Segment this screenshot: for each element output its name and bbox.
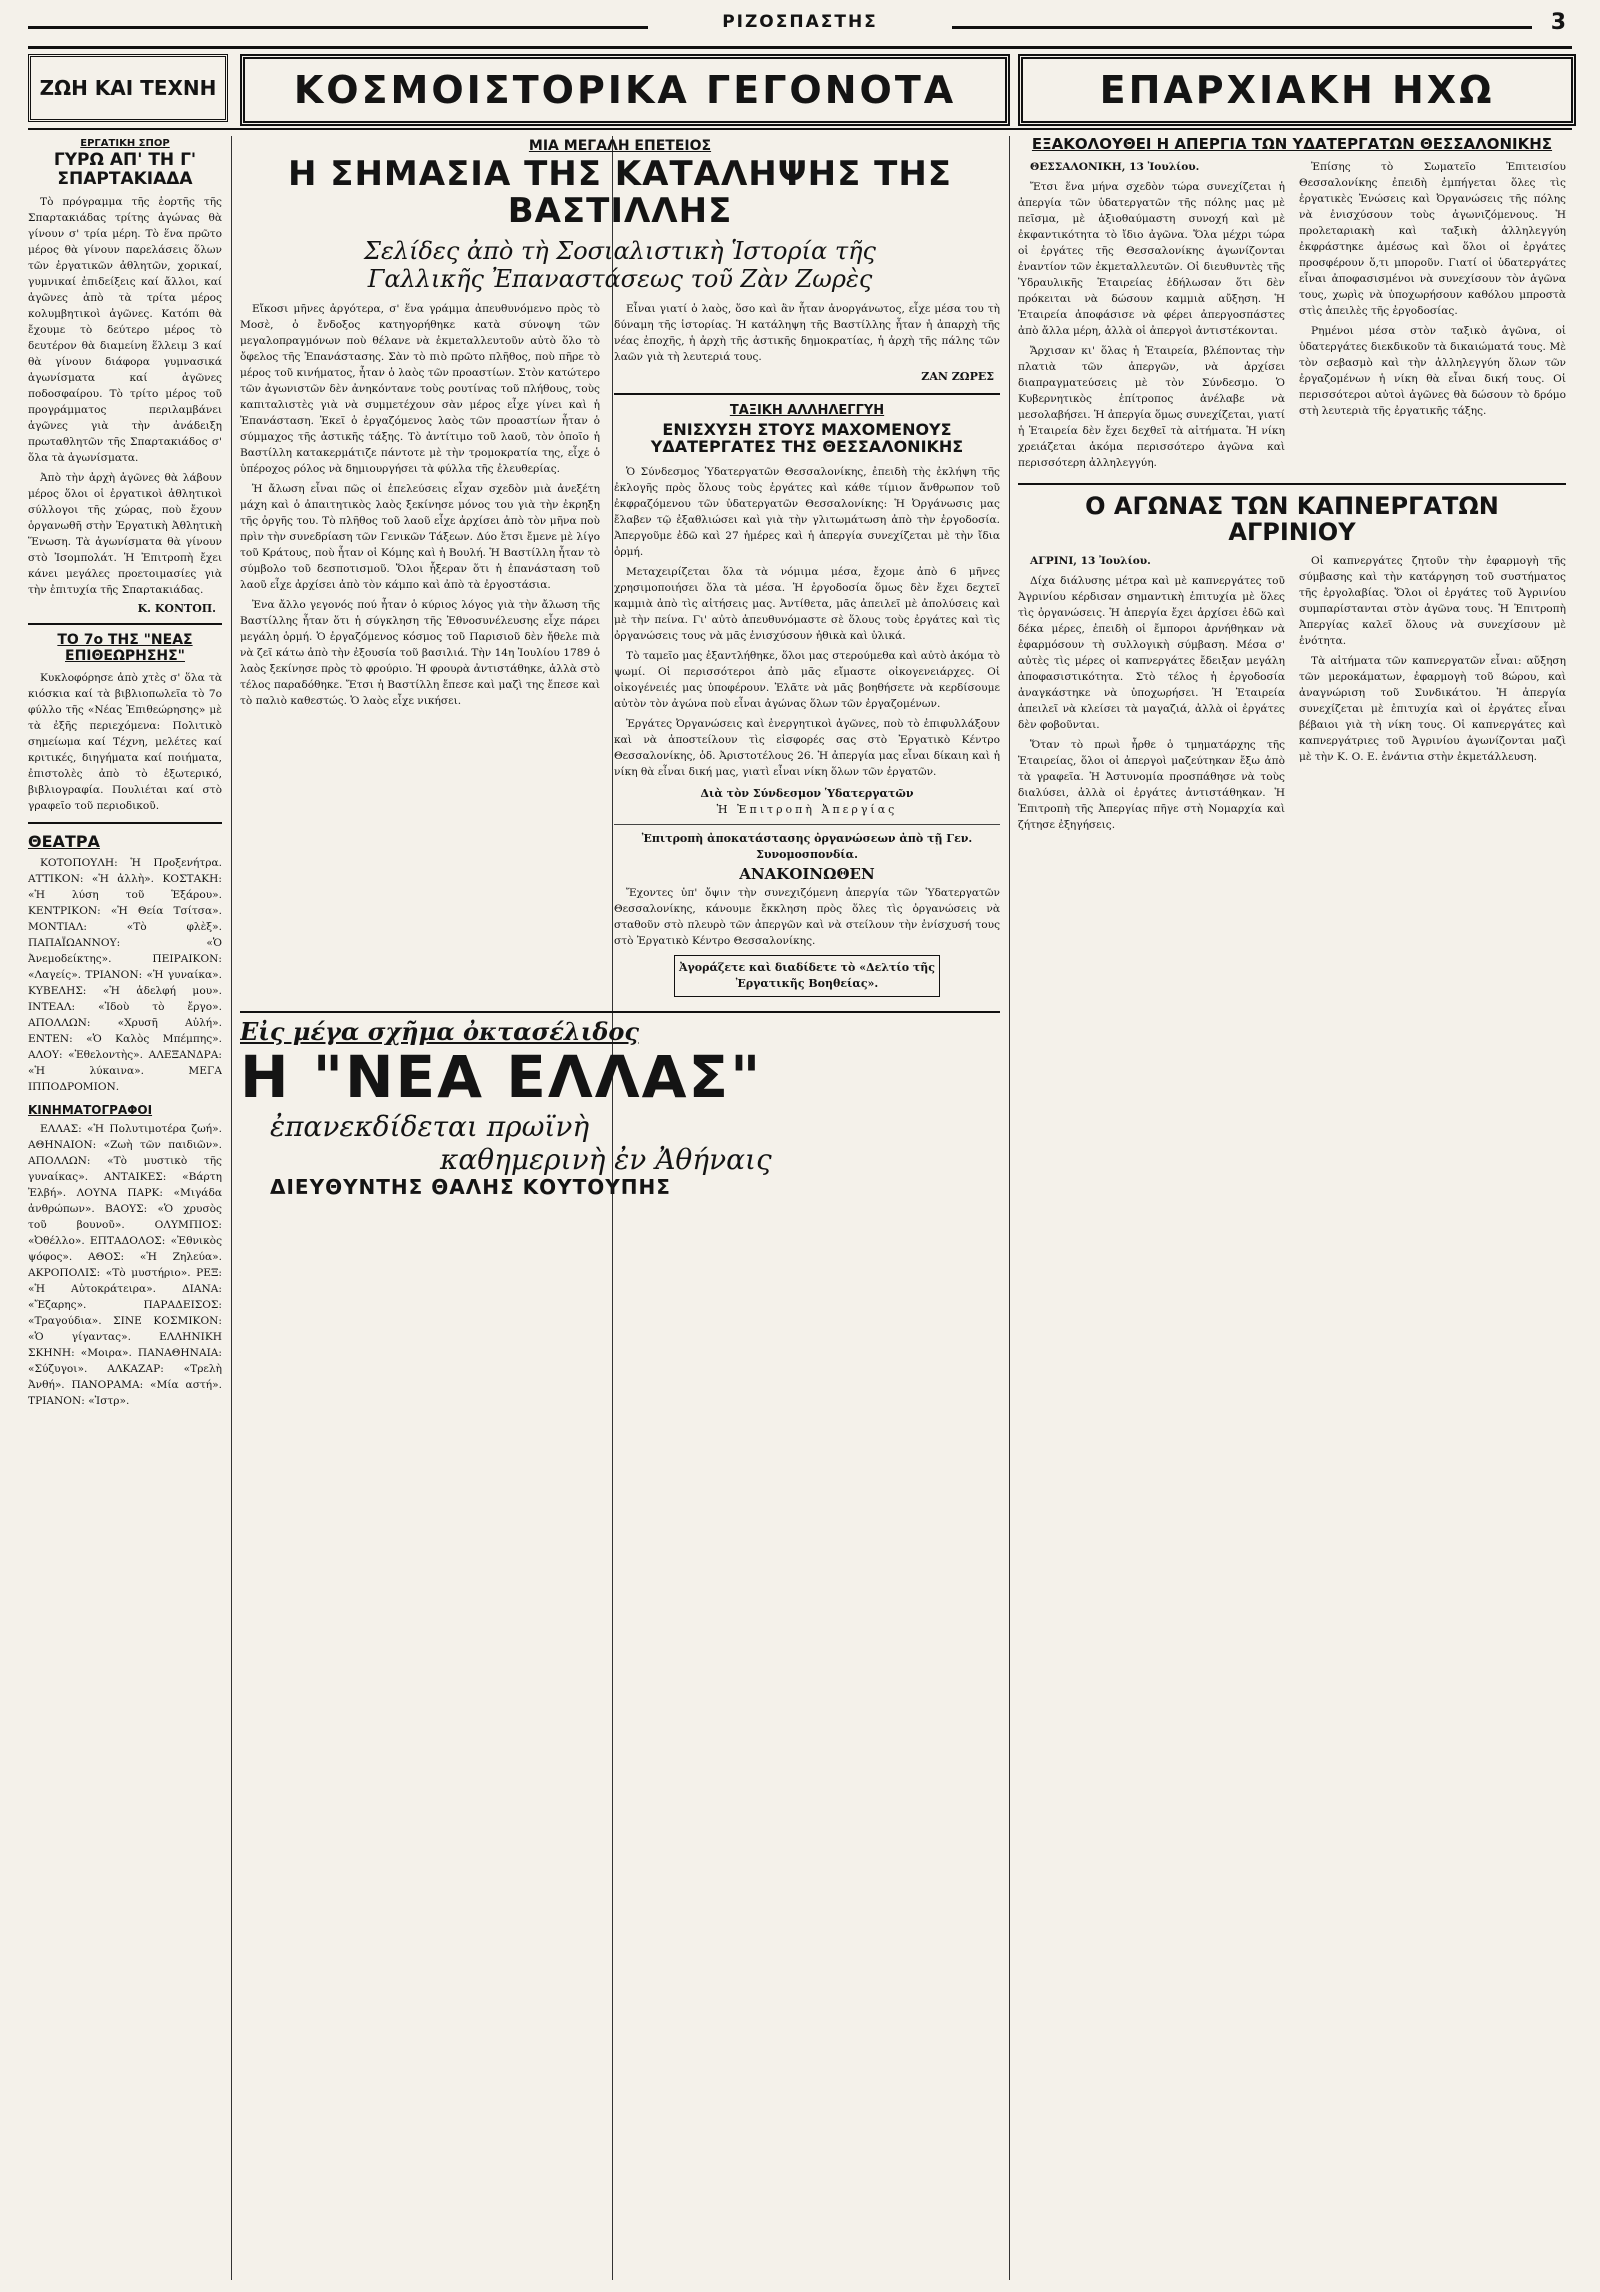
paragraph: Ρημένοι μέσα στὸν ταξικὸ ἀγῶνα, οἱ ὑδατεργάτες διεκδικοῦν τὰ δικαιώματά τους. Μὲ τὸν σεβασμὸ καὶ τὴν ἀλληλεγγύη ὅλων τῶν ἐργαζομένων ἡ νίκη θὰ εἶναι δική τους. Οἱ περισσότεροι αὐτοὶ ἀγῶνες θὰ δώσουν τὸ δρόμο στὴ λευτεριὰ τῆς ἐργατικῆς τάξης. (1299, 324, 1566, 417)
divider (614, 824, 1000, 825)
article-headline: Ο ΑΓΩΝΑΣ ΤΩΝ ΚΑΠΝΕΡΓΑΤΩΝ ΑΓΡΙΝΙΟΥ (1085, 491, 1499, 546)
notice-heading: Ἐπιτροπὴ ἀποκατάστασης ὀργανώσεων ἀπὸ τῇ Γεν. Συνομοσπονδία. (641, 831, 973, 861)
section-bar (28, 54, 1572, 130)
paragraph: ΚΟΤΟΠΟΥΛΗ: Ἡ Προξενήτρα. ΑΤΤΙΚΟΝ: «Ἡ ἀλλὴ». ΚΟΣΤΑΚΗ: «Ἡ λύση τοῦ Ἑξάρου». ΚΕΝΤΡΙΚΟΝ: «Ἡ Θεία Τσίτσα». ΜΟΝΤΙΑΛ: «Τὸ φλὲξ». ΠΑΠΑΪΩΑΝΝΟΥ: «Ὁ Ἀνεμοδείκτης». ΠΕΙΡΑΙΚΟΝ: «Λαγείς». ΤΡΙΑΝΟΝ: «Ἡ γυναίκα». ΚΥΒΕΛΗΣ: «Ἡ ἀδελφή μου». ΙΝΤΕΑΛ: «Ἰδοὺ τὸ ἔργο». ΑΠΟΛΛΩΝ: «Χρυσῆ Αὐλή». ΕΝΤΕΝ: «Ὁ Καλὸς Μπέμπης». ΑΛΟΥ: «Ἐθελοντὴς». ΑΛΕΞΑΝΔΡΑ: «Ἡ λύκαινα». ΜΕΓΑ ΙΠΠΟΔΡΟΜΙΟΝ. (28, 857, 222, 1094)
column-rule (1009, 136, 1010, 2280)
section-right: ΕΠΑΡΧΙΑΚΗ ΗΧΩ (1018, 54, 1576, 126)
divider (1018, 483, 1566, 485)
page-number: 3 (1550, 10, 1566, 35)
paper-name: ΡΙΖΟΣΠΑΣΤΗΣ (722, 12, 878, 32)
article-columns (1018, 553, 1566, 837)
paragraph: Ἔτσι ἕνα μήνα σχεδὸν τώρα συνεχίζεται ἡ ἀπεργία τῶν ὑδατεργατῶν τῆς πόλης μας μὲ πεῖσμα, μὲ ἀξιοθαύμαστη συνοχή καὶ μὲ ἐκφαντικότητα τὸ ἴδιο ἀγῶνα. Ὅλα μέχρι τώρα οἱ ἐργάτες τῆς Θεσσαλονίκης ἀγωνίζονται ἐναντίον τῶν ἐκμεταλλευτῶν. Οἱ διευθυντὲς τῆς Ὑδραυλικῆς Ἑταιρείας ἐδήλωσαν ὅτι δὲν πρόκειται νὰ δώσουν καμμιὰ αὔξηση. Ἡ Ἐταιρεία ἀποφάσισε νὰ φέρει ἀπεργοσπάστες ἀπὸ ἄλλα μέρη, ἀλλὰ οἱ ἀπεργοὶ ἀντιστέκονται. (1018, 180, 1285, 337)
ad-editor: ΔΙΕΥΘΥΝΤΗΣ ΘΑΛΗΣ ΚΟΥΤΟΥΠΗΣ (270, 1174, 671, 1199)
ad-top-line: Εἰς μέγα σχῆμα ὀκτασέλιδος (240, 1016, 639, 1046)
paragraph: Ὁ Σύνδεσμος Ὑδατεργατῶν Θεσσαλονίκης, ἐπειδὴ τὴς ἐκλήψη τῆς ἐκλογῆς πρὸς ὅλους τοὺς ἐργάτες καὶ κάθε τίμιον ἄνθρωπον τοῦ ἐκφραζόμενου τῶν ὑδατεργατῶν Θεσσαλονίκης: Ἡ Ὀργάνωσις μας ἔλαβεν τῷ ἐξαθλιώσει καὶ γιὰ τὴν γλιτωμάτωση ἀπὸ τὴν ἐργοδοσία. Ἀπεργοῦμε ἐδῶ καὶ 27 ἡμέρες καὶ ἡ ἀπεργία συνεχίζεται μὲ τὴν ἴδια ὁρμή. (614, 465, 1000, 558)
cinema-title: ΚΙΝΗΜΑΤΟΓΡΑΦΟΙ (28, 1103, 153, 1118)
section-center: ΚΟΣΜΟΙΣΤΟΡΙΚΑ ΓΕΓΟΝΟΤΑ (240, 54, 1010, 126)
column-rule (231, 136, 232, 2280)
article-columns (240, 301, 1000, 1003)
notice-box: Ἀγοράζετε καὶ διαδίδετε τὸ «Δελτίο τῆς Ἐργατικῆς Βοηθείας». (674, 955, 940, 997)
article-headline: ΕΞΑΚΟΛΟΥΘΕΙ Η ΑΠΕΡΓΙΑ ΤΩΝ ΥΔΑΤΕΡΓΑΤΩΝ ΘΕΣΣΑΛΟΝΙΚΗΣ (1031, 136, 1553, 153)
paragraph: Ὅταν τὸ πρωὶ ἦρθε ὁ τμηματάρχης τῆς Ἑταιρείας, ὅλοι οἱ ἀπεργοὶ μαζεύτηκαν ἔξω ἀπὸ τὰ γραφεῖα. Ἡ Ἀστυνομία προσπάθησε νὰ τοὺς διαλύσει, ἀλλὰ οἱ ἐργάτες ἀντιστάθηκαν. Ἡ Ἐπιτροπὴ τῆς Ἀπεργίας πῆγε στὴ Νομαρχία καὶ ζήτησε ἐξηγήσεις. (1018, 739, 1285, 832)
paragraph: Ἄρχισαν κι' ὅλας ἡ Ἑταιρεία, βλέποντας τὴν πλατιὰ τῶν ἀπεργῶν, νὰ ἀρχίσει διαπραγματεύσεις μὲ τὸν Σύνδεσμο. Ὁ Κυβερνητικὸς ἐπίτροπος ἀνέλαβε νὰ μεσολαβήσει. Ἡ ἀπεργία ὅμως συνεχίζεται, γιατί ἡ Ἑταιρεία δὲν ἔχει δεχθεῖ τὰ αἰτήματα. Ἡ νίκη χρειάζεται ἀκόμα περισσότερο ἀγῶνα καὶ περισσότερη ἀλληλεγγύη. (1018, 344, 1285, 469)
paragraph: Ἐργάτες Ὀργανώσεις καὶ ἐνεργητικοὶ ἀγῶνες, ποὺ τὸ ἐπιφυλλάξουν καὶ νὰ ἀποστείλουν τὶς εἰσφορές σας στὸ Ἐργατικὸ Κέντρο Θεσσαλονίκης, ὁδ. Ἀριστοτέλους 26. Ἡ ἀπεργία μας εἶναι δίκαιη καὶ ἡ νίκη θὰ εἶναι δική μας, γιατὶ εἶναι νίκη ὅλων τῶν ἐργατῶν. (614, 717, 1000, 778)
article-kicker: ΤΑΞΙΚΗ ΑΛΛΗΛΕΓΓΥΗ (729, 402, 885, 418)
column-bastille (240, 136, 1000, 2280)
column-arts (28, 136, 222, 2280)
article-signature: Κ. ΚΟΝΤΟΠ. (137, 602, 216, 616)
divider (28, 623, 222, 625)
paragraph: Ἡ ἄλωση εἶναι πῶς οἱ ἐπελεύσεις εἶχαν σχεδὸν μιὰ ἀνεξέτη μάχη καὶ ὁ ἀπαιτητικὸς λαὸς ξεκίνησε μόνος του γιὰ τὴν ἐκρηξη τῆς ὀργῆς του. Τὸ πλῆθος τοῦ λαοῦ εἶχε ἀρχίσει ἀπὸ τὸν μῆνα ποὺ πρὶν τὴν συνεδρίαση τῶν Γενικῶν Τάξεων. Δύο ἔτσι ἔμενε μὲ λίγο τοῦ Κράτους, ποὺ ἦταν οἱ Κόμης καὶ ἡ Βουλή. Ἡ Βαστίλλη ἦταν τὸ σύμβολο τοῦ δεσποτισμοῦ. Ὅλοι ἦξεραν ὅτι ἡ ἐπανάσταση τοῦ λαοῦ εἶχε ἀρχίσει ἀπὸ τὸν κάμπο καὶ ἀπὸ τὰ ἐργοστάσια. (240, 482, 600, 591)
paragraph: Τὰ αἰτήματα τῶν καπνεργατῶν εἶναι: αὔξηση τῶν μεροκάματων, ἐφαρμογὴ τοῦ 8ώρου, καὶ ἀναγνώριση τοῦ Συνδικάτου. Ἡ ἀπεργία συνεχίζεται μὲ ἐπιτυχία καὶ οἱ ἐργάτες εἶναι βέβαιοι γιὰ τὴ νίκη τους. Οἱ καπνεργάτες καὶ καπνεργάτριες τοῦ Ἀγρινίου ἀγωνίζονται μαζὶ μὲ τὴν Κ. Ο. Ε. ἐνάντια στὴν ἐκμετάλλευση. (1299, 655, 1566, 764)
article-body (28, 194, 222, 598)
article-body (1299, 553, 1566, 837)
divider (614, 393, 1000, 395)
dateline: ΘΕΣΣΑΛΟΝΙΚΗ, 13 Ἰουλίου. (1030, 160, 1200, 173)
paragraph: Ἔχοντες ὑπ' ὄψιν τὴν συνεχιζόμενη ἀπεργία τῶν Ὑδατεργατῶν Θεσσαλονίκης, κάνουμε ἔκκληση πρὸς ὅλες τὶς ὀργανώσεις νὰ σταθοῦν στὸ πλευρὸ τῶν ἀπεργῶν καὶ νὰ στείλουν τὴν ἐνίσχυσή τους στὸ Ἐργατικὸ Κέντρο Θεσσαλονίκης. (614, 886, 1000, 947)
article-body (1018, 159, 1285, 475)
article-headline: ΕΝΙΣΧΥΣΗ ΣΤΟΥΣ ΜΑΧΟΜΕΝΟΥΣ ΥΔΑΤΕΡΓΑΤΕΣ ΤΗΣ ΘΕΣΣΑΛΟΝΙΚΗΣ (650, 419, 964, 457)
masthead-rule-right (952, 26, 1532, 29)
paragraph: Μεταχειρίζεται ὅλα τὰ νόμιμα μέσα, ἔχομε ἀπὸ 6 μῆνες χρησιμοποιήσει ὅλα τὰ μέσα. Ἡ ἐργοδοσία ὅμως δὲν ἔχει δεχτεῖ καμμιὰ ἀπὸ τὶς αἰτήσεις μας. Ἀντίθετα, μᾶς ἀπειλεῖ μὲ ἀπολύσεις καὶ μὲ τὴν πείνα. Γι' αὐτὸ ἀπευθυνόμαστε σὲ ὅλους τοὺς ἐργάτες καὶ τὶς ὀργανώσεις τους νὰ μᾶς ἐνισχύσουν ἠθικὰ καὶ ὑλικά. (614, 565, 1000, 642)
divider (28, 822, 222, 824)
paragraph: Τὸ πρόγραμμα τῆς ἑορτῆς τῆς Σπαρτακιάδας τρίτης ἀγώνας θὰ γίνουν σ' τρία μέρη. Τὸ ἕνα πρῶτο μέρος θὰ γίνουν παρελάσεις ὅλων τῶν ἐργατικῶν ἀθλητῶν, χορικαί, γυμνικαί ἐπιδείξεις καί ἄλλοι, καί ἀγῶνες ἀπὸ τὰ τρίτα μέρος κολυμβητικοὶ ἀγῶνες. Κατόπι θὰ ἔχουμε τὸ δεύτερο μέρος τὸ δευτέρον θὰ διαμείνη ἕλλειμ 3 καί θὰ γίνουν διάφορα γυμνασικά ἀγωνίσματα καί ἀγῶνες ποδοσφαίρου. Τὸ τρίτο μέρος τοῦ προγράμματος περιλαμβάνει ἀγῶνες γιὰ τὴν ἀνάδειξη πρωταθλητῶν τῆς Σπαρτακιάδος σ' ὅλα τὰ ἀγωνίσματα. (28, 196, 222, 465)
article-body (28, 670, 222, 814)
paragraph: Ἐπίσης τὸ Σωματεῖο Ἐπιτεισίου Θεσσαλονίκης ἐπειδὴ ἐμπήγεται ὅλες τὶς ἐργατικὲς Ἑνώσεις καὶ Ὀργανώσεις τῆς πόλης νὰ ἐνισχύσουν τοὺς ἀγωνιζόμενους. Ἡ προλεταριακὴ καὶ ταξικὴ ἀλληλεγγύη ἐκφράστηκε ἀμέσως καὶ ὅλοι οἱ ἐργάτες προσφέρουν ὅ,τι μποροῦν. Γιατί οἱ ὑδατεργάτες εἶναι ἀποφασισμένοι νὰ συνεχίσουν τὸν ἀγῶνα τους, χωρὶς νὰ ὑποχωρήσουν καθόλου μπροστὰ στὶς ἀπειλὲς τῆς ἐργοδοσίας. (1299, 160, 1566, 317)
article-signature: ΖΑΝ ΖΩΡΕΣ (921, 369, 994, 383)
theatres-listing (28, 855, 222, 1095)
article-body (1299, 159, 1566, 475)
article-body (1018, 553, 1285, 837)
theatres-title: ΘΕΑΤΡΑ (28, 832, 100, 852)
ad-line: ἐπανεκδίδεται πρωϊνὴ (270, 1109, 590, 1143)
article-subtitle: Σελίδες ἀπὸ τὴ Σοσιαλιστικὴ Ἱστορία τῆς (364, 236, 876, 265)
article-kicker: ΕΡΓΑΤΙΚΗ ΣΠΟΡ (80, 138, 170, 149)
newspaper-page (28, 10, 1572, 2280)
section-left: ΖΩΗ ΚΑΙ ΤΕΧΝΗ (28, 54, 228, 122)
column-provincial (1018, 136, 1566, 2280)
article-headline: ΤΟ 7ο ΤΗΣ "ΝΕΑΣ ΕΠΙΘΕΩΡΗΣΗΣ" (57, 632, 193, 664)
masthead (28, 10, 1572, 49)
article-body (614, 301, 1000, 1003)
dateline: ΑΓΡΙΝΙ, 13 Ἰουλίου. (1030, 555, 1151, 568)
cinema-listing (28, 1121, 222, 1409)
paragraph: Οἱ καπνεργάτες ζητοῦν τὴν ἐφαρμογὴ τῆς σύμβασης καὶ τὴν κατάργηση τοῦ συστήματος τῆς ἐργολαβίας. Ὅλοι οἱ ἐργάτες τοῦ Ἀγρινίου συμπαρίστανται στὸν ἀγῶνα τους. Ἡ Ἐπιτροπὴ Ἀπεργίας καλεῖ ὅλους νὰ συνεχίσουν μὲ ἑνότητα. (1299, 555, 1566, 648)
paragraph: Εἶναι γιατί ὁ λαὸς, ὅσο καὶ ἂν ἦταν ἀνοργάνωτος, εἶχε μέσα του τὴ δύναμη τῆς ἱστορίας. Ἡ κατάληψη τῆς Βαστίλλης ἦταν ἡ ἀπαρχὴ τῆς νέας ἐποχῆς, ἡ ἀρχὴ τῆς ἀστικῆς δημοκρατίας, ἡ ἀρχὴ τῆς πάλης τῶν λαῶν γιὰ τὴ λευτεριά τους. (614, 302, 1000, 363)
paragraph: Κυκλοφόρησε ἀπὸ χτὲς σ' ὅλα τὰ κιόσκια καί τὰ βιβλιοπωλεῖα τὸ 7ο φύλλο τῆς «Νέας Ἐπιθεώρησης» μὲ τὰ ἐξῆς περιεχόμενα: Πολιτικὸ σημείωμα καί Τέχνη, μελέτες καί κριτικές, διηγήματα καί ποιήματα, ἐπιστολὲς ἀπὸ τὸ ἐξωτερικό, βιβλιογραφία. Πουλιέται καί στὸ γραφεῖο τοῦ περιοδικοῦ. (28, 672, 222, 813)
paragraph: Ἀπὸ τὴν ἀρχὴ ἀγῶνες θὰ λάβουν μέρος ὅλοι οἱ ἐργατικοὶ ἀθλητικοὶ σύλλογοι τῆς χώρας, ποὺ ἔχουν ὁργανωθῆ στὴν Ἐργατικὴ Ἀθλητικὴ Ἕνωση. Τὰ ἀγωνίσματα θὰ γίνουν στὸ Ἰσομπολάτ. Ἡ Ἐπιτροπὴ ἔχει κάνει μεγάλες προετοιμασίες γιὰ τὴν ἐπιτυχία τῆς Σπαρτακιάδας. (28, 472, 222, 597)
ad-title: Η "ΝΕΑ ΕΛΛΑΣ" (240, 1042, 763, 1111)
signature-title: Διὰ τὸν Σύνδεσμον Ὑδατεργατῶν (700, 786, 914, 800)
article-headline: Η ΣΗΜΑΣΙΑ ΤΗΣ ΚΑΤΑΛΗΨΗΣ ΤΗΣ ΒΑΣΤΙΛΛΗΣ (287, 154, 953, 232)
article-body (240, 301, 600, 1003)
notice-subheading: ΑΝΑΚΟΙΝΩΘΕΝ (739, 864, 875, 883)
advertisement (240, 1011, 1000, 1198)
article-subtitle: Γαλλικῆς Ἐπαναστάσεως τοῦ Ζὰν Ζωρὲς (367, 264, 873, 293)
paragraph: ΕΛΛΑΣ: «Ἡ Πολυτιμοτέρα ζωή». ΑΘΗΝΑΙΟΝ: «Ζωὴ τῶν παιδιῶν». ΑΠΟΛΛΩΝ: «Τὸ μυστικὸ τῆς γυναίκας». ΑΝΤΑΙΚΕΣ: «Βάρτη Ἐλβή». ΛΟΥΝΑ ΠΑΡΚ: «Μιγάδα ἀνθρώπων». ΒΑΟΥΣ: «Ὁ χρυσὸς τοῦ βουνοῦ». ΟΛΥΜΠΙΟΣ: «Ὀθέλλο». ΕΠΤΑΔΟΛΟΣ: «Ἐθνικὸς ψόφος». ΑΘΟΣ: «Ἡ Ζηλεύα». ΑΚΡΟΠΟΛΙΣ: «Τὸ μυστήριο». ΡΕΞ: «Ἡ Αὐτοκράτειρα». ΔΙΑΝΑ: «Ἔζαρης». ΠΑΡΑΔΕΙΣΟΣ: «Τραγούδια». ΣΙΝΕ ΚΟΣΜΙΚΟΝ: «Ὁ γίγαντας». ΕΛΛΗΝΙΚΗ ΣΚΗΝΗ: «Μοιρα». ΠΑΝΑΘΗΝΑΙΑ: «Σύζυγοι». ΑΛΚΑΖΑΡ: «Τρελὴ Ἀνθή». ΠΑΝΟΡΑΜΑ: «Μία αστή». ΤΡΙΑΝΟΝ: «Ἰστρ». (28, 1123, 222, 1408)
paragraph: Ἐνα ἄλλο γεγονός πού ἦταν ὁ κύριος λόγος γιὰ τὴν ἄλωση τῆς Βαστίλλης ἦταν ὅτι ἡ σύγκληση τῆς Ἐθνοσυνέλευσης εἶχε πάρει μεγάλη ὁρμή. Ὁ ἐργαζόμενος κόσμος τοῦ Παρισιοῦ δὲν ἤθελε πιὰ νὰ ζεῖ κάτω ἀπὸ τὴν ἐξουσία τοῦ βασιλιά. Τὴν 14η Ἰουλίου 1789 ὁ λαὸς ξεκίνησε πρὸς τὸ φρούριο. Ἡ φρουρὰ ἀντιστάθηκε, ἀλλὰ στὸ τέλος παραδόθηκε. Ἔτσι ἡ Βαστίλλη ἔπεσε καὶ μαζὶ της ἔπεσε καὶ τὸ παλιὸ καθεστώς. Ὁ λαὸς εἶχε νικήσει. (240, 598, 600, 707)
paragraph: Εἴκοσι μῆνες ἀργότερα, σ' ἕνα γράμμα ἀπευθυνόμενο πρὸς τὸ Μοσὲ, ὁ ἔνδοξος κατηγορήθηκε κατὰ σύνοψη τῶν μεγαλοπραγμόνων ποὺ θέλανε νὰ ἐκμεταλλευτοῦν αὐτὸ ὅλο τὸ ὄφελος τῆς Ἐπανάστασης. Σὰν τὸ πιὸ πρῶτο πλῆθος, ποὺ πῆρε τὸ μέρος τοῦ κινήματος, ἦταν ὁ λαὸς τῶν προαστίων. Στὸν κατώτερο τῶν ἀγωνιστῶν δὲν ἀνηκόντανε τοὺς ρουτίνας τοῦ πλήθους, τοὺς καπιταλιστὲς γιὰ νὰ συμμετέχουν σὰν μέρος εἶχε γίνει καὶ ἡ Ἐπανάσταση. Ἐκεῖ ὁ ἐργαζόμενος λαὸς τῶν προαστίων ἦταν ὁ σύμμαχος τῆς ἀστικῆς τάξης. Τὸ ἀντίτιμο τοῦ λαοῦ, τὸν ὁποῖο ἡ Βαστίλλη κατακερμάτιζε πάντοτε μὲ τὴν τρομοκρατία της, εἶχε ὁ ὑπέροχος ρόλος νὰ δημιουργήσει τὰ φύλλα τῆς ἐλευθερίας. (240, 302, 600, 475)
paragraph: Τὸ ταμεῖο μας ἐξαντλήθηκε, ὅλοι μας στερούμεθα καὶ αὐτὸ ἀκόμα τὸ ψωμί. Οἱ περισσότεροι ἀπὸ μᾶς εἴμαστε οἰκογενειάρχες. Οἱ οἰκογένειές μας ὑποφέρουν. Ἐλᾶτε νὰ μᾶς βοηθήσετε νὰ κερδίσουμε αὐτὸν τὸν ἀγώνα ποὺ εἶναι ἀγώνας ὅλων τῶν ἐργαζομένων. (614, 649, 1000, 710)
paragraph: Δίχα διάλυσης μέτρα καὶ μὲ καπνεργάτες τοῦ Ἀγρινίου κέρδισαν σημαντικὴ ἐπιτυχία μὲ ὅλες τὶς ὀργανώσεις. Ἡ ἀπεργία ἔχει ἀρχίσει ἐδῶ καὶ δέκα μέρες, ἐπειδὴ οἱ ἔμποροι ἀρνήθηκαν νὰ ἐφαρμόσουν τὴ συλλογικὴ σύμβαση. Μέσα σ' αὐτὲς τὶς μέρες οἱ καπνεργάτες ἔδειξαν μεγάλη ἀποφασιστικότητα. Στὸ τέλος ἡ ἐργοδοσία ἀναγκάστηκε νὰ ὑποχωρήσει. Ἡ Ἑταιρεία ἀπειλεῖ νὰ κλείσει τὰ μαγαζιά, ἀλλὰ οἱ ἐργάτες δὲν φοβοῦνται. (1018, 575, 1285, 732)
article-columns (1018, 159, 1566, 475)
ad-line: καθημερινὴ ἐν Ἀθήναις (440, 1142, 772, 1176)
article-headline: ΓΥΡΩ ΑΠ' ΤΗ Γ' ΣΠΑΡΤΑΚΙΑΔΑ (53, 150, 197, 189)
article-kicker: ΜΙΑ ΜΕΓΑΛΗ ΕΠΕΤΕΙΟΣ (528, 138, 712, 154)
signature-name: Ἡ Ἐπιτροπὴ Ἀπεργίας (716, 802, 898, 816)
